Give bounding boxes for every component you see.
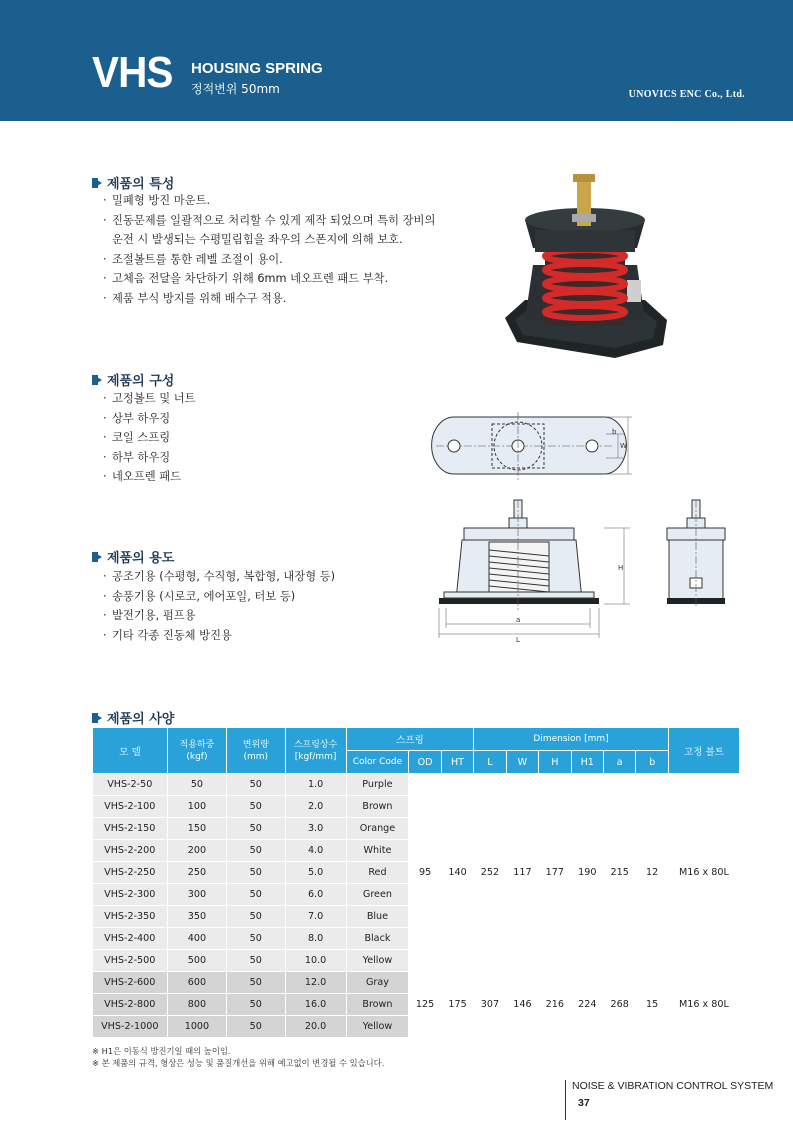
section-bullet-icon (92, 375, 102, 385)
list-item: · 기타 각종 진동체 방진용 (103, 628, 232, 642)
table-cell-defl: 50 (226, 928, 285, 950)
table-cell-load: 1000 (168, 1016, 227, 1038)
table-cell-defl: 50 (226, 1016, 285, 1038)
table-cell-model: VHS-2-150 (93, 818, 168, 840)
table-cell-color: Yellow (346, 1016, 409, 1038)
section-title-usage (92, 547, 174, 566)
table-cell-defl: 50 (226, 972, 285, 994)
list-item: · 공조기용 (수평형, 수직형, 복합형, 내장형 등) (103, 570, 336, 583)
table-cell-k: 8.0 (285, 928, 346, 950)
table-cell-w: 117 (506, 774, 538, 972)
table-cell-k: 3.0 (285, 818, 346, 840)
section-title-text: 제품의 특성 (107, 177, 175, 192)
note-line: ※ 본 제품의 규격, 형상은 성능 및 품질개선을 위해 예고없이 변경될 수 있습니다. (92, 1058, 385, 1068)
composition-list (103, 389, 196, 487)
table-cell-color: Green (346, 884, 409, 906)
section-bullet-icon (92, 713, 102, 723)
list-item: · 네오프렌 패드 (103, 470, 182, 483)
section-title-composition (92, 370, 174, 389)
table-row (93, 972, 740, 994)
table-cell-load: 400 (168, 928, 227, 950)
table-cell-defl: 50 (226, 818, 285, 840)
table-cell-load: 800 (168, 994, 227, 1016)
table-cell-b: 12 (636, 774, 668, 972)
product-deflection: 정적변위 50mm (191, 82, 280, 96)
table-cell-h1: 190 (571, 774, 603, 972)
page-number: 37 (578, 1097, 590, 1109)
table-row (93, 774, 740, 796)
features-list (103, 191, 435, 308)
table-cell-model: VHS-2-300 (93, 884, 168, 906)
section-bullet-icon (92, 178, 102, 188)
table-cell-color: Orange (346, 818, 409, 840)
table-cell-k: 5.0 (285, 862, 346, 884)
product-subtitle: HOUSING SPRING (191, 60, 323, 77)
table-cell-load: 50 (168, 774, 227, 796)
footer-system: NOISE & VIBRATION CONTROL SYSTEM (572, 1080, 774, 1092)
table-cell-color: Black (346, 928, 409, 950)
table-cell-bolt: M16 x 80L (668, 774, 739, 972)
header-bolt: 고정 볼트 (668, 728, 739, 774)
header-l: L (474, 751, 506, 774)
footer-divider (565, 1080, 566, 1120)
list-item: · 코일 스프링 (103, 431, 171, 444)
table-cell-defl: 50 (226, 796, 285, 818)
table-cell-k: 1.0 (285, 774, 346, 796)
header-h1: H1 (571, 751, 603, 774)
list-item: · 상부 하우징 (103, 411, 171, 425)
list-item: · 고체음 전달을 차단하기 위해 6mm 네오프렌 패드 부착. (103, 272, 389, 285)
table-cell-model: VHS-2-400 (93, 928, 168, 950)
table-cell-model: VHS-2-800 (93, 994, 168, 1016)
table-cell-load: 150 (168, 818, 227, 840)
table-cell-model: VHS-2-200 (93, 840, 168, 862)
header-spring: 스프링 (346, 728, 474, 751)
list-item: · 밀폐형 방진 마운트. (103, 194, 211, 207)
table-cell-h1: 224 (571, 972, 603, 1038)
table-cell-defl: 50 (226, 774, 285, 796)
table-cell-load: 600 (168, 972, 227, 994)
list-item: · 발전기용, 펌프용 (103, 609, 196, 622)
table-cell-k: 12.0 (285, 972, 346, 994)
side-view-drawing (664, 500, 729, 610)
table-cell-a: 215 (603, 774, 635, 972)
list-item: · 제품 부식 방지를 위해 배수구 적용. (103, 291, 287, 305)
dim-label-b: b (612, 428, 617, 436)
table-cell-h: 216 (539, 972, 571, 1038)
table-cell-h: 177 (539, 774, 571, 972)
header-dimension: Dimension [mm] (474, 728, 669, 751)
table-cell-load: 250 (168, 862, 227, 884)
table-cell-k: 7.0 (285, 906, 346, 928)
table-cell-color: Gray (346, 972, 409, 994)
list-item: · 진동문제를 일괄적으로 처리할 수 있게 제작 되었으며 특히 장비의 (103, 213, 436, 227)
table-cell-color: Yellow (346, 950, 409, 972)
section-title-text: 제품의 구성 (107, 374, 175, 389)
table-cell-model: VHS-2-100 (93, 796, 168, 818)
usage-list (103, 567, 335, 645)
note-line: ※ H1은 이동식 방진기일 때의 높이임. (92, 1046, 231, 1056)
section-title-text: 제품의 사양 (107, 712, 175, 727)
page-header (0, 0, 793, 121)
table-cell-od: 95 (409, 774, 441, 972)
header-model: 모 델 (93, 728, 168, 774)
table-cell-a: 268 (603, 972, 635, 1038)
dim-label-l: L (516, 636, 520, 644)
section-title-text: 제품의 용도 (107, 551, 175, 566)
table-cell-color: Brown (346, 994, 409, 1016)
table-cell-model: VHS-2-1000 (93, 1016, 168, 1038)
top-view-drawing (434, 412, 634, 482)
table-cell-k: 4.0 (285, 840, 346, 862)
list-item: 운전 시 발생되는 수평밀림힘을 좌우의 스폰지에 의해 보호. (112, 233, 403, 246)
model-title: VHS (92, 48, 173, 97)
table-cell-color: Red (346, 862, 409, 884)
table-cell-od: 125 (409, 972, 441, 1038)
section-title-spec (92, 708, 174, 727)
header-a: a (603, 751, 635, 774)
section-title-features (92, 173, 174, 192)
table-cell-model: VHS-2-50 (93, 774, 168, 796)
front-view-drawing (434, 500, 634, 645)
header-w: W (506, 751, 538, 774)
header-spring-const: 스프링상수 [kgf/mm] (285, 728, 346, 774)
dim-label-a: a (516, 616, 521, 624)
table-cell-model: VHS-2-600 (93, 972, 168, 994)
table-cell-defl: 50 (226, 950, 285, 972)
company-name: UNOVICS ENC Co., Ltd. (628, 89, 745, 100)
table-cell-defl: 50 (226, 994, 285, 1016)
table-cell-load: 200 (168, 840, 227, 862)
table-cell-b: 15 (636, 972, 668, 1038)
list-item: · 고정볼트 및 너트 (103, 392, 196, 405)
table-cell-model: VHS-2-250 (93, 862, 168, 884)
dim-label-w: W (620, 442, 627, 450)
header-deflection: 변위량 (mm) (226, 728, 285, 774)
table-cell-defl: 50 (226, 840, 285, 862)
table-cell-color: Brown (346, 796, 409, 818)
header-color-code: Color Code (346, 751, 409, 774)
table-cell-w: 146 (506, 972, 538, 1038)
spec-table (92, 727, 740, 1038)
header-ht: HT (441, 751, 473, 774)
table-cell-l: 252 (474, 774, 506, 972)
table-cell-color: Blue (346, 906, 409, 928)
list-item: · 하부 하우징 (103, 450, 171, 464)
table-cell-load: 500 (168, 950, 227, 972)
table-cell-model: VHS-2-500 (93, 950, 168, 972)
table-cell-color: White (346, 840, 409, 862)
table-cell-defl: 50 (226, 906, 285, 928)
table-cell-load: 100 (168, 796, 227, 818)
table-cell-bolt: M16 x 80L (668, 972, 739, 1038)
table-cell-defl: 50 (226, 884, 285, 906)
header-od: OD (409, 751, 441, 774)
table-cell-k: 6.0 (285, 884, 346, 906)
dim-label-h: H (618, 564, 624, 572)
table-cell-color: Purple (346, 774, 409, 796)
notes (92, 1045, 384, 1069)
table-cell-load: 300 (168, 884, 227, 906)
header-load: 적용하중 (kgf) (168, 728, 227, 774)
table-cell-defl: 50 (226, 862, 285, 884)
section-bullet-icon (92, 552, 102, 562)
table-cell-ht: 175 (441, 972, 473, 1038)
table-cell-ht: 140 (441, 774, 473, 972)
list-item: · 송풍기용 (시로코, 에어포일, 터보 등) (103, 589, 296, 603)
table-cell-k: 10.0 (285, 950, 346, 972)
table-cell-load: 350 (168, 906, 227, 928)
list-item: · 조절볼트를 통한 레벨 조절이 용이. (103, 252, 283, 266)
table-cell-k: 2.0 (285, 796, 346, 818)
header-b: b (636, 751, 668, 774)
table-cell-k: 20.0 (285, 1016, 346, 1038)
table-cell-k: 16.0 (285, 994, 346, 1016)
product-photo (495, 170, 675, 370)
table-cell-model: VHS-2-350 (93, 906, 168, 928)
spec-table-body (93, 774, 740, 1038)
header-h: H (539, 751, 571, 774)
table-cell-l: 307 (474, 972, 506, 1038)
